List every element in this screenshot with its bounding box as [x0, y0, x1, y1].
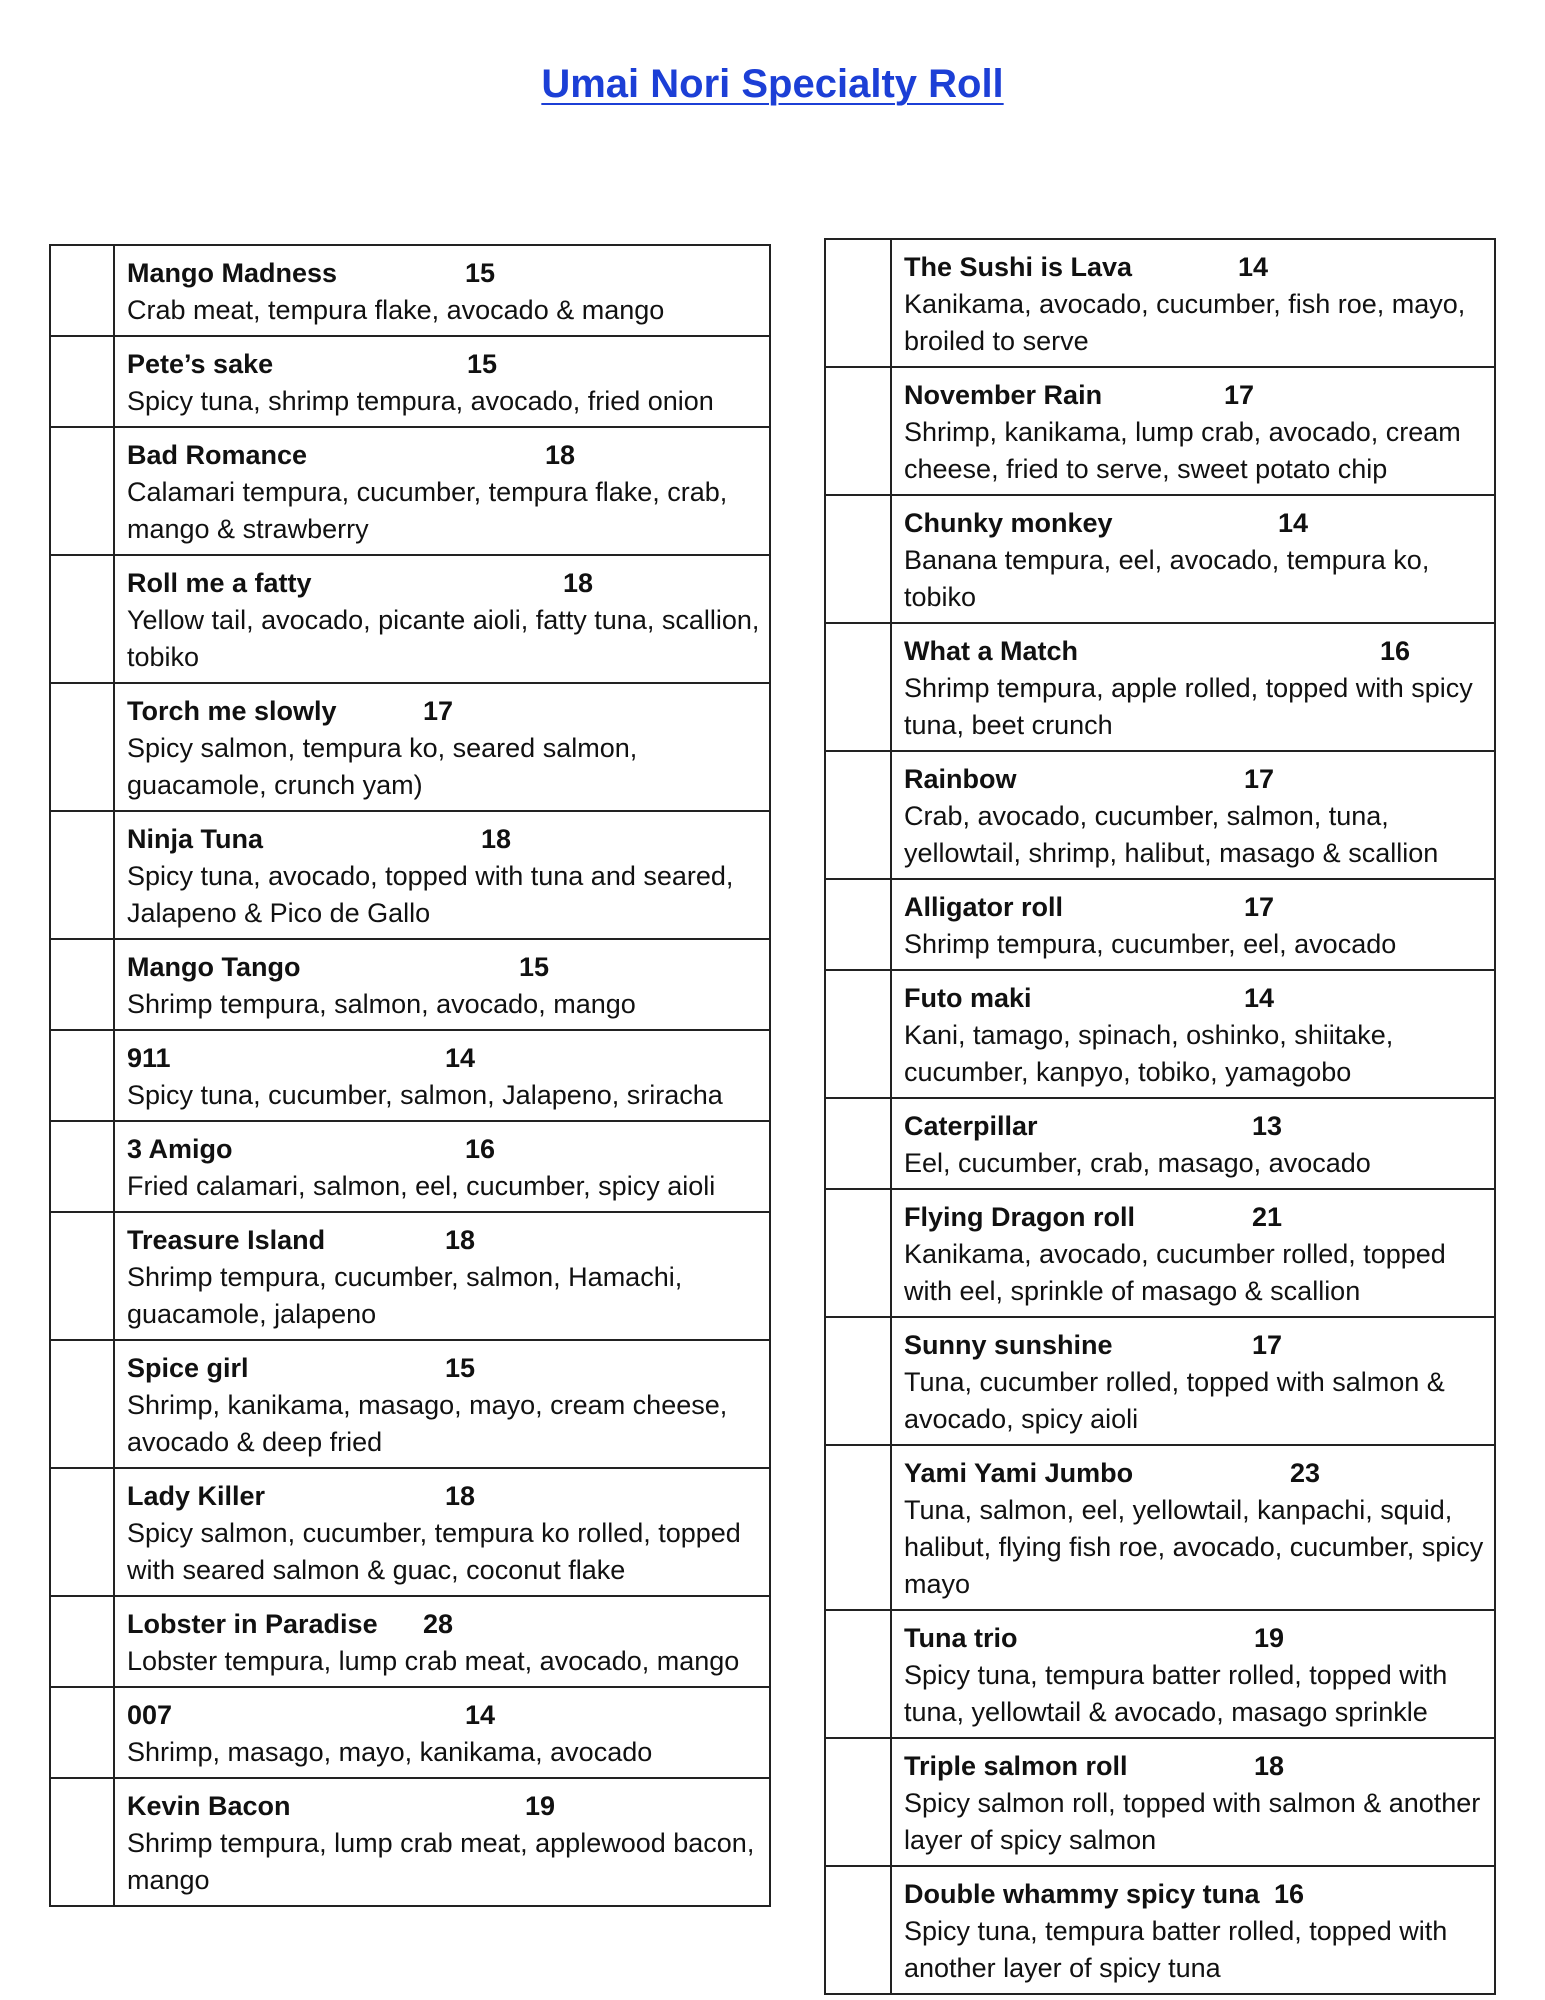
- menu-row: [50, 939, 770, 1030]
- item-header: [904, 1199, 1486, 1236]
- blank-cell: [50, 1340, 114, 1468]
- item-name: Roll me a fatty: [127, 568, 312, 598]
- blank-cell: [50, 1687, 114, 1778]
- item-header: [904, 1748, 1486, 1785]
- item-name: Bad Romance: [127, 440, 308, 470]
- item-cell: [891, 1866, 1495, 1994]
- item-name: Mango Tango: [127, 952, 301, 982]
- item-price: 18: [563, 568, 594, 598]
- item-cell: [891, 239, 1495, 367]
- menu-item: [115, 1779, 769, 1905]
- blank-cell: [50, 1778, 114, 1906]
- item-price: 16: [465, 1134, 496, 1164]
- menu-item: [892, 368, 1494, 494]
- item-header: [127, 949, 761, 986]
- item-description: Banana tempura, eel, avocado, tempura ko, tobiko: [904, 545, 1430, 612]
- item-header: [127, 1350, 761, 1387]
- menu-item: [892, 1318, 1494, 1444]
- item-description: Spicy tuna, avocado, topped with tuna and seared, Jalapeno & Pico de Gallo: [127, 861, 734, 928]
- item-description: Tuna, cucumber rolled, topped with salmon & avocado, spicy aioli: [904, 1367, 1445, 1434]
- item-header: [127, 1606, 761, 1643]
- item-cell: [114, 683, 770, 811]
- item-description: Shrimp, kanikama, lump crab, avocado, cream cheese, fried to serve, sweet potato chip: [904, 417, 1461, 484]
- item-header: [127, 1697, 761, 1734]
- item-cell: [114, 1468, 770, 1596]
- menu-item: [115, 556, 769, 682]
- menu-row: [50, 336, 770, 427]
- menu-row: [825, 1317, 1495, 1445]
- item-description: Lobster tempura, lump crab meat, avocado, mango: [127, 1646, 740, 1676]
- left-menu-table: [49, 244, 771, 1907]
- item-description: Spicy salmon, cucumber, tempura ko rolled, topped with seared salmon & guac, coconut flake: [127, 1518, 741, 1585]
- item-cell: [891, 1445, 1495, 1610]
- item-header: [127, 693, 761, 730]
- item-header: [127, 1478, 761, 1515]
- menu-item: [892, 496, 1494, 622]
- blank-cell: [50, 1596, 114, 1687]
- item-cell: [114, 1687, 770, 1778]
- item-name: Mango Madness: [127, 258, 338, 288]
- blank-cell: [825, 367, 891, 495]
- item-header: [904, 1620, 1486, 1657]
- item-price: 13: [1252, 1111, 1283, 1141]
- blank-cell: [50, 245, 114, 336]
- item-price: 19: [1254, 1623, 1285, 1653]
- item-description: Crab meat, tempura flake, avocado & mango: [127, 295, 665, 325]
- item-name: Triple salmon roll: [904, 1751, 1128, 1781]
- blank-cell: [825, 751, 891, 879]
- item-price: 18: [481, 824, 512, 854]
- menu-row: [50, 1596, 770, 1687]
- item-price: 17: [1244, 764, 1275, 794]
- menu-row: [825, 1189, 1495, 1317]
- blank-cell: [50, 811, 114, 939]
- item-price: 15: [519, 952, 550, 982]
- blank-cell: [825, 1866, 891, 1994]
- item-description: Kani, tamago, spinach, oshinko, shiitake, cucumber, kanpyo, tobiko, yamagobo: [904, 1020, 1394, 1087]
- blank-cell: [50, 1468, 114, 1596]
- item-header: [904, 1327, 1486, 1364]
- item-price: 15: [465, 258, 496, 288]
- item-description: Spicy tuna, shrimp tempura, avocado, fried onion: [127, 386, 714, 416]
- menu-row: [825, 1445, 1495, 1610]
- item-header: [904, 505, 1486, 542]
- menu-item: [892, 240, 1494, 366]
- item-cell: [891, 367, 1495, 495]
- item-price: 15: [467, 349, 498, 379]
- blank-cell: [825, 1610, 891, 1738]
- item-description: Kanikama, avocado, cucumber, fish roe, mayo, broiled to serve: [904, 289, 1466, 356]
- menu-item: [115, 246, 769, 335]
- menu-row: [825, 1610, 1495, 1738]
- blank-cell: [50, 683, 114, 811]
- blank-cell: [825, 1445, 891, 1610]
- item-header: [904, 1108, 1486, 1145]
- blank-cell: [825, 1189, 891, 1317]
- menu-item: [892, 1190, 1494, 1316]
- item-cell: [891, 751, 1495, 879]
- item-price: 14: [1278, 508, 1309, 538]
- menu-row: [825, 1098, 1495, 1189]
- menu-row: [50, 1121, 770, 1212]
- item-description: Spicy tuna, tempura batter rolled, topped with tuna, yellowtail & avocado, masago sprinkle: [904, 1660, 1448, 1727]
- menu-row: [50, 1778, 770, 1906]
- item-description: Shrimp tempura, cucumber, eel, avocado: [904, 929, 1397, 959]
- menu-row: [50, 683, 770, 811]
- item-description: Crab, avocado, cucumber, salmon, tuna, yellowtail, shrimp, halibut, masago & scallion: [904, 801, 1439, 868]
- menu-item: [892, 1867, 1494, 1993]
- menu-item: [115, 428, 769, 554]
- blank-cell: [825, 879, 891, 970]
- item-price: 17: [1224, 380, 1255, 410]
- item-name: 007: [127, 1700, 173, 1730]
- item-cell: [114, 811, 770, 939]
- item-description: Shrimp tempura, apple rolled, topped with spicy tuna, beet crunch: [904, 673, 1473, 740]
- menu-row: [825, 623, 1495, 751]
- item-cell: [114, 939, 770, 1030]
- menu-row: [825, 367, 1495, 495]
- menu-item: [115, 812, 769, 938]
- item-name: The Sushi is Lava: [904, 252, 1133, 282]
- item-description: Spicy tuna, cucumber, salmon, Jalapeno, sriracha: [127, 1080, 723, 1110]
- item-cell: [891, 1738, 1495, 1866]
- item-name: Pete’s sake: [127, 349, 274, 379]
- item-description: Spicy tuna, tempura batter rolled, topped with another layer of spicy tuna: [904, 1916, 1448, 1983]
- item-header: [127, 1131, 761, 1168]
- menu-item: [115, 337, 769, 426]
- item-price: 17: [1252, 1330, 1283, 1360]
- blank-cell: [50, 336, 114, 427]
- item-description: Shrimp, masago, mayo, kanikama, avocado: [127, 1737, 653, 1767]
- item-price: 21: [1252, 1202, 1283, 1232]
- menu-row: [825, 1866, 1495, 1994]
- item-name: November Rain: [904, 380, 1103, 410]
- item-header: [127, 437, 761, 474]
- item-description: Shrimp tempura, salmon, avocado, mango: [127, 989, 636, 1019]
- menu-item: [115, 940, 769, 1029]
- menu-item: [892, 752, 1494, 878]
- menu-item: [115, 1122, 769, 1211]
- menu-item: [892, 1446, 1494, 1609]
- menu-item: [115, 1213, 769, 1339]
- item-header: [904, 633, 1486, 670]
- item-description: Fried calamari, salmon, eel, cucumber, spicy aioli: [127, 1171, 716, 1201]
- item-name: Sunny sunshine: [904, 1330, 1113, 1360]
- item-cell: [114, 1212, 770, 1340]
- item-header: [127, 1788, 761, 1825]
- item-cell: [891, 879, 1495, 970]
- right-menu-table: [824, 238, 1496, 1995]
- item-cell: [114, 336, 770, 427]
- item-price: 18: [1254, 1751, 1285, 1781]
- menu-row: [825, 879, 1495, 970]
- menu-row: [50, 1687, 770, 1778]
- item-header: [904, 889, 1486, 926]
- item-cell: [891, 623, 1495, 751]
- item-name: 3 Amigo: [127, 1134, 233, 1164]
- item-description: Spicy salmon, tempura ko, seared salmon, guacamole, crunch yam): [127, 733, 638, 800]
- item-header: [127, 1040, 761, 1077]
- item-cell: [891, 495, 1495, 623]
- item-header: [904, 1455, 1486, 1492]
- blank-cell: [50, 939, 114, 1030]
- menu-row: [825, 495, 1495, 623]
- item-description: Spicy salmon roll, topped with salmon & another layer of spicy salmon: [904, 1788, 1481, 1855]
- blank-cell: [825, 1317, 891, 1445]
- item-header: [127, 1222, 761, 1259]
- item-cell: [114, 1778, 770, 1906]
- blank-cell: [825, 623, 891, 751]
- menu-row: [825, 1738, 1495, 1866]
- item-price: 15: [445, 1353, 476, 1383]
- menu-item: [115, 1597, 769, 1686]
- item-name: Lady Killer: [127, 1481, 266, 1511]
- item-description: Tuna, salmon, eel, yellowtail, kanpachi, squid, halibut, flying fish roe, avocado, cucumber, spicy mayo: [904, 1495, 1484, 1599]
- item-name: Treasure Island: [127, 1225, 326, 1255]
- blank-cell: [50, 555, 114, 683]
- menu-row: [50, 245, 770, 336]
- item-cell: [114, 1030, 770, 1121]
- item-cell: [891, 1317, 1495, 1445]
- item-price: 14: [1244, 983, 1275, 1013]
- menu-item: [892, 624, 1494, 750]
- item-description: Shrimp tempura, cucumber, salmon, Hamachi, guacamole, jalapeno: [127, 1262, 683, 1329]
- item-header: [904, 761, 1486, 798]
- item-description: Yellow tail, avocado, picante aioli, fatty tuna, scallion, tobiko: [127, 605, 760, 672]
- blank-cell: [50, 1212, 114, 1340]
- item-price: 16: [1380, 636, 1411, 666]
- item-header: [904, 377, 1486, 414]
- item-description: Shrimp, kanikama, masago, mayo, cream cheese, avocado & deep fried: [127, 1390, 728, 1457]
- item-price: 18: [545, 440, 576, 470]
- menu-item: [115, 1031, 769, 1120]
- item-name: Rainbow: [904, 764, 1017, 794]
- item-price: 19: [525, 1791, 556, 1821]
- item-price: 18: [445, 1225, 476, 1255]
- menu-item: [892, 1739, 1494, 1865]
- item-name: Flying Dragon roll: [904, 1202, 1136, 1232]
- item-name: 911: [127, 1043, 171, 1073]
- item-cell: [114, 555, 770, 683]
- menu-row: [825, 970, 1495, 1098]
- item-header: [127, 565, 761, 602]
- item-cell: [891, 970, 1495, 1098]
- item-header: [904, 1876, 1486, 1913]
- item-price: 17: [1244, 892, 1275, 922]
- item-price: 14: [445, 1043, 476, 1073]
- item-description: Shrimp tempura, lump crab meat, applewood bacon, mango: [127, 1828, 755, 1895]
- item-header: [127, 255, 761, 292]
- item-price: 23: [1290, 1458, 1321, 1488]
- menu-row: [50, 1468, 770, 1596]
- item-name: Futo maki: [904, 983, 1032, 1013]
- item-cell: [891, 1610, 1495, 1738]
- item-price: 28: [423, 1609, 454, 1639]
- item-header: [127, 821, 761, 858]
- menu-row: [50, 427, 770, 555]
- item-name: Spice girl: [127, 1353, 249, 1383]
- item-description: Kanikama, avocado, cucumber rolled, topped with eel, sprinkle of masago & scallion: [904, 1239, 1446, 1306]
- item-description: Calamari tempura, cucumber, tempura flake, crab, mango & strawberry: [127, 477, 728, 544]
- item-name: Chunky monkey: [904, 508, 1113, 538]
- item-cell: [114, 427, 770, 555]
- item-name: What a Match: [904, 636, 1079, 666]
- item-name: Yami Yami Jumbo: [904, 1458, 1134, 1488]
- menu-row: [825, 751, 1495, 879]
- item-header: [904, 980, 1486, 1017]
- item-header: [904, 249, 1486, 286]
- menu-row: [50, 1340, 770, 1468]
- blank-cell: [825, 239, 891, 367]
- menu-item: [115, 1469, 769, 1595]
- item-header: [127, 346, 761, 383]
- item-name: Torch me slowly: [127, 696, 337, 726]
- menu-item: [892, 880, 1494, 969]
- item-cell: [114, 1340, 770, 1468]
- blank-cell: [50, 427, 114, 555]
- item-cell: [891, 1098, 1495, 1189]
- item-cell: [891, 1189, 1495, 1317]
- menu-item: [115, 1341, 769, 1467]
- item-name: Kevin Bacon: [127, 1791, 291, 1821]
- menu-row: [50, 555, 770, 683]
- item-name: Tuna trio: [904, 1623, 1018, 1653]
- blank-cell: [50, 1121, 114, 1212]
- item-description: Eel, cucumber, crab, masago, avocado: [904, 1148, 1371, 1178]
- blank-cell: [825, 1738, 891, 1866]
- menu-item: [892, 971, 1494, 1097]
- item-name: Caterpillar: [904, 1111, 1038, 1141]
- menu-item: [892, 1099, 1494, 1188]
- item-cell: [114, 245, 770, 336]
- item-price: 17: [423, 696, 454, 726]
- item-price: 16: [1274, 1879, 1305, 1909]
- item-name: Lobster in Paradise: [127, 1609, 378, 1639]
- item-price: 14: [465, 1700, 496, 1730]
- page-title: Umai Nori Specialty Roll: [541, 62, 1004, 106]
- item-name: Double whammy spicy tuna: [904, 1879, 1260, 1909]
- menu-row: [825, 239, 1495, 367]
- menu-row: [50, 811, 770, 939]
- menu-row: [50, 1030, 770, 1121]
- menu-item: [115, 1688, 769, 1777]
- item-cell: [114, 1121, 770, 1212]
- item-name: Alligator roll: [904, 892, 1064, 922]
- menu-row: [50, 1212, 770, 1340]
- item-price: 14: [1238, 252, 1269, 282]
- menu-item: [115, 684, 769, 810]
- item-name: Ninja Tuna: [127, 824, 264, 854]
- blank-cell: [50, 1030, 114, 1121]
- blank-cell: [825, 495, 891, 623]
- item-cell: [114, 1596, 770, 1687]
- blank-cell: [825, 970, 891, 1098]
- blank-cell: [825, 1098, 891, 1189]
- item-price: 18: [445, 1481, 476, 1511]
- menu-item: [892, 1611, 1494, 1737]
